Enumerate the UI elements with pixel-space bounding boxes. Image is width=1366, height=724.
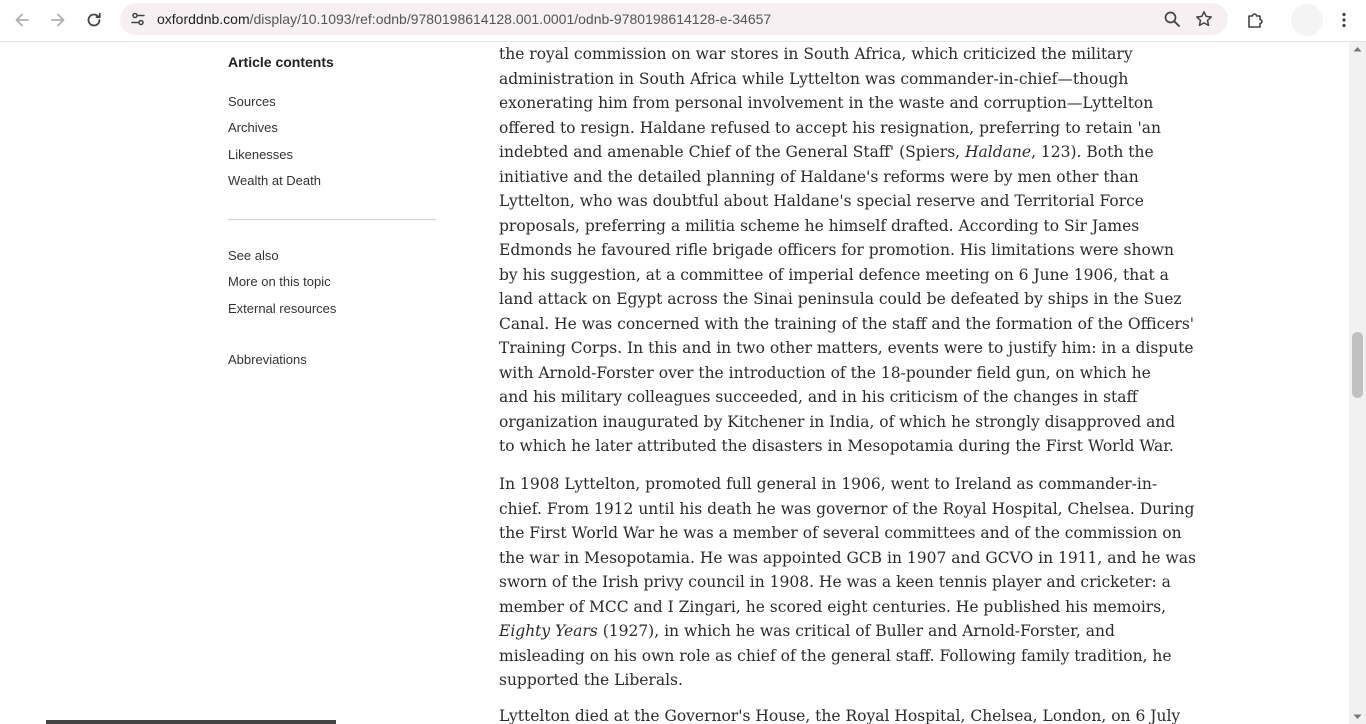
paragraph-line: In 1908 Lyttelton, promoted full general in 1906, went to Ireland as commander-in- — [499, 475, 1158, 493]
paragraph-line: by his suggestion, at a committee of imperial defence meeting on 6 June 1906, that a — [499, 265, 1169, 284]
toc-link-sources[interactable]: Sources — [228, 94, 276, 109]
paragraph-line: land attack on Egypt across the Sinai peninsula could be defeated by ships in the Suez — [499, 290, 1182, 308]
line-text: (1927), in which he was critical of Buller and Arnold-Forster, and — [597, 622, 1115, 640]
toc-link-more-on-this-topic[interactable]: More on this topic — [228, 274, 331, 289]
paragraph-line: proposals, preferring a militia scheme he himself drafted. According to Sir James — [499, 216, 1140, 235]
paragraph-line: with Arnold-Forster over the introduction of the 18-pounder field gun, on which he — [499, 363, 1151, 382]
paragraph-line: misleading on his own role as chief of the general staff. Following family tradition, he — [499, 646, 1172, 665]
article-paragraph — [499, 704, 1181, 724]
line-text: , 123). Both the — [1031, 143, 1154, 161]
paragraph-line: administration in South Africa while Lyttelton was commander-in-chief—though — [499, 69, 1129, 88]
paragraph-line: member of MCC and I Zingari, he scored eight centuries. He published his memoirs, — [499, 597, 1167, 616]
paragraph-line: chief. From 1912 until his death he was governor of the Royal Hospital, Chelsea. During — [499, 499, 1195, 518]
article-paragraph — [499, 472, 1196, 693]
magnifier-icon[interactable] — [1161, 8, 1183, 30]
paragraph-line: offered to resign. Haldane refused to accept his resignation, preferring to retain 'an — [499, 118, 1161, 137]
forward-arrow-icon[interactable] — [42, 4, 74, 36]
paragraph-line: Lyttelton, who was doubtful about Haldane's special reserve and Territorial Force — [499, 192, 1144, 210]
paragraph-line: supported the Liberals. — [499, 671, 683, 689]
article-paragraph — [499, 42, 1195, 459]
reload-icon[interactable] — [78, 4, 110, 36]
paragraph-line: to which he later attributed the disasters in Mesopotamia during the First World War. — [499, 437, 1174, 455]
url-text[interactable] — [157, 11, 771, 27]
toc-link-external-resources[interactable]: External resources — [228, 301, 337, 316]
toc-link-abbreviations[interactable]: Abbreviations — [228, 352, 307, 367]
paragraph-line: Lyttelton died at the Governor's House, the Royal Hospital, Chelsea, London, on 6 July — [499, 707, 1181, 724]
horizontal-scroll-indicator — [46, 720, 336, 724]
paragraph-line: Edmonds he favoured rifle brigade officers for promotion. His limitations were shown — [499, 241, 1175, 259]
profile-avatar[interactable] — [1291, 4, 1323, 36]
url-path: /display/10.1093/ref:odnb/9780198614128.001.0001/odnb-9780198614128-e-34657 — [249, 11, 772, 27]
scroll-up-arrow-icon[interactable] — [1349, 42, 1366, 56]
toc-link-archives[interactable]: Archives — [228, 120, 278, 135]
star-icon[interactable] — [1193, 8, 1215, 30]
book-title-haldane: Haldane — [965, 143, 1032, 161]
scroll-down-arrow-icon[interactable] — [1349, 710, 1366, 724]
kebab-menu-icon[interactable] — [1328, 4, 1360, 36]
paragraph-line — [499, 619, 1124, 644]
toc-link-wealth-at-death[interactable]: Wealth at Death — [228, 173, 321, 188]
book-title-eighty-years: Eighty Years — [499, 622, 598, 640]
browser-toolbar — [0, 0, 1366, 42]
scrollbar-thumb[interactable] — [1352, 332, 1363, 398]
paragraph-line: Canal. He was concerned with the training of the staff and the formation of the Officers' — [499, 314, 1195, 333]
sidebar-divider — [228, 219, 436, 220]
article-contents-heading: Article contents — [228, 54, 334, 70]
line-text: indebted and amenable Chief of the General Staff' (Spiers, — [499, 143, 966, 161]
url-domain: oxforddnb.com — [157, 11, 250, 27]
tune-icon[interactable] — [126, 7, 150, 31]
paragraph-line: exonerating him from personal involvement in the waste and corruption—Lyttelton — [499, 94, 1154, 112]
page-scrollbar[interactable] — [1349, 42, 1366, 724]
paragraph-line: organization inaugurated by Kitchener in India, of which he strongly disapproved and — [499, 412, 1176, 431]
paragraph-line: sworn of the Irish privy council in 1908. He was a keen tennis player and cricketer: a — [499, 573, 1171, 591]
toc-link-likenesses[interactable]: Likenesses — [228, 147, 294, 162]
paragraph-line: Training Corps. In this and in two other matters, events were to justify him: in a dispute — [499, 339, 1194, 357]
paragraph-line: and his military colleagues succeeded, and in his criticism of the changes in staff — [499, 388, 1138, 406]
paragraph-line: the First World War he was a member of several committees and of the commission on — [499, 524, 1182, 542]
puzzle-icon[interactable] — [1239, 4, 1271, 36]
toc-link-see-also[interactable]: See also — [228, 248, 279, 263]
address-bar[interactable] — [120, 3, 1228, 35]
paragraph-line: initiative and the detailed planning of Haldane's reforms were by men other than — [499, 167, 1139, 186]
paragraph-line: the royal commission on war stores in South Africa, which criticized the military — [499, 45, 1133, 63]
paragraph-line: the war in Mesopotamia. He was appointed GCB in 1907 and GCVO in 1911, and he was — [499, 548, 1196, 567]
back-arrow-icon[interactable] — [6, 4, 38, 36]
paragraph-line — [499, 140, 1154, 165]
